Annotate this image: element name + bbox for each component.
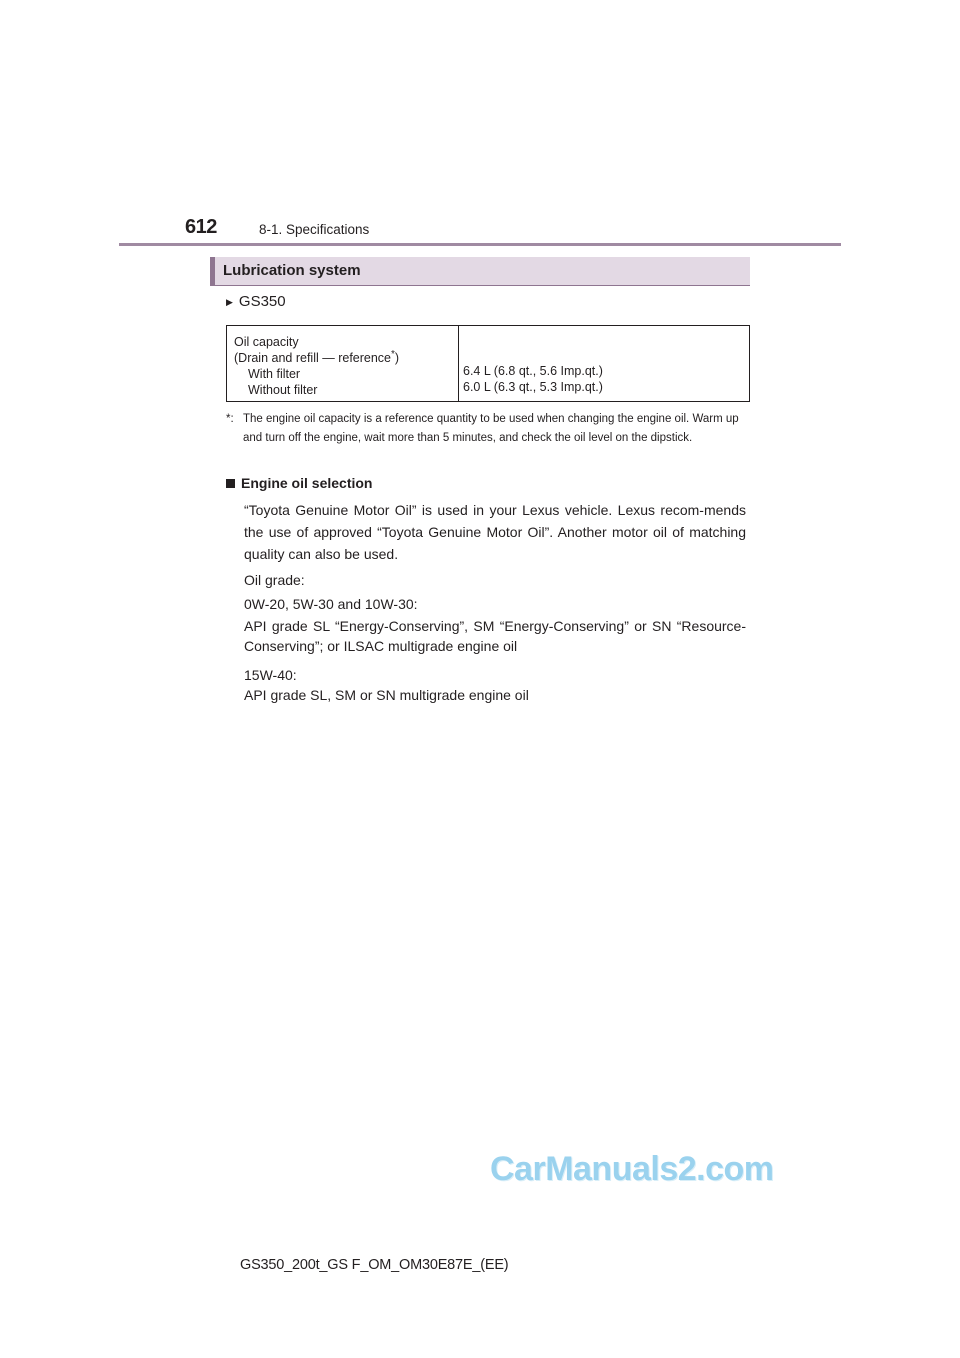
- section-label: 8-1. Specifications: [259, 222, 370, 237]
- section-title-bar: [210, 257, 750, 286]
- drain-refill-label: (Drain and refill — reference*): [234, 348, 400, 365]
- page-number: 612: [185, 216, 217, 238]
- grade1-text: API grade SL “Energy-Conserving”, SM “Energy-Conserving” or SN “Resource-Conserving”; or ILSAC multigrade engine oil: [244, 618, 746, 654]
- footnote-star: *: [391, 348, 395, 360]
- table-value-cell: [459, 326, 749, 401]
- watermark-logo: CarManuals2.com: [490, 1150, 774, 1188]
- model-heading: [226, 293, 286, 310]
- footnote-text: The engine oil capacity is a reference quantity to be used when changing the engine oil. Warm up and turn off the engine, wait more than 5 minutes, and check the oil level on the dipstick.: [243, 413, 739, 444]
- without-filter-value: 6.0 L (6.3 qt., 5.3 Imp.qt.): [463, 380, 603, 394]
- without-filter-label: Without filter: [248, 383, 318, 397]
- footnote: [226, 410, 750, 448]
- triangle-bullet-icon: ▶: [226, 297, 233, 307]
- table-label-cell: [227, 326, 459, 401]
- subsection-title: Engine oil selection: [241, 475, 373, 491]
- grade2-text: API grade SL, SM or SN multigrade engine oil: [244, 687, 529, 703]
- section-bar-accent: [210, 257, 215, 285]
- oil-capacity-table: [226, 325, 750, 402]
- grade2-label: 15W-40:: [244, 667, 297, 683]
- section-title: Lubrication system: [223, 262, 361, 279]
- with-filter-value: 6.4 L (6.8 qt., 5.6 Imp.qt.): [463, 364, 603, 378]
- model-label: GS350: [238, 293, 286, 310]
- with-filter-label: With filter: [248, 367, 301, 381]
- footnote-mark: *:: [226, 413, 234, 425]
- grade1-label: 0W-20, 5W-30 and 10W-30:: [244, 596, 418, 612]
- subsection-heading: [226, 475, 372, 491]
- square-bullet-icon: [226, 479, 235, 488]
- oil-grade-label: Oil grade:: [244, 572, 305, 588]
- header-rule: [119, 243, 841, 246]
- oil-selection-intro: “Toyota Genuine Motor Oil” is used in your Lexus vehicle. Lexus recom-mends the use of approved “Toyota Genuine Motor Oil”. Another motor oil of matching quality can also be used.: [244, 502, 746, 562]
- oil-capacity-label: Oil capacity: [234, 335, 299, 349]
- grade2-block: [244, 665, 746, 705]
- footer-doc-code: GS350_200t_GS F_OM_OM30E87E_(EE): [240, 1257, 509, 1273]
